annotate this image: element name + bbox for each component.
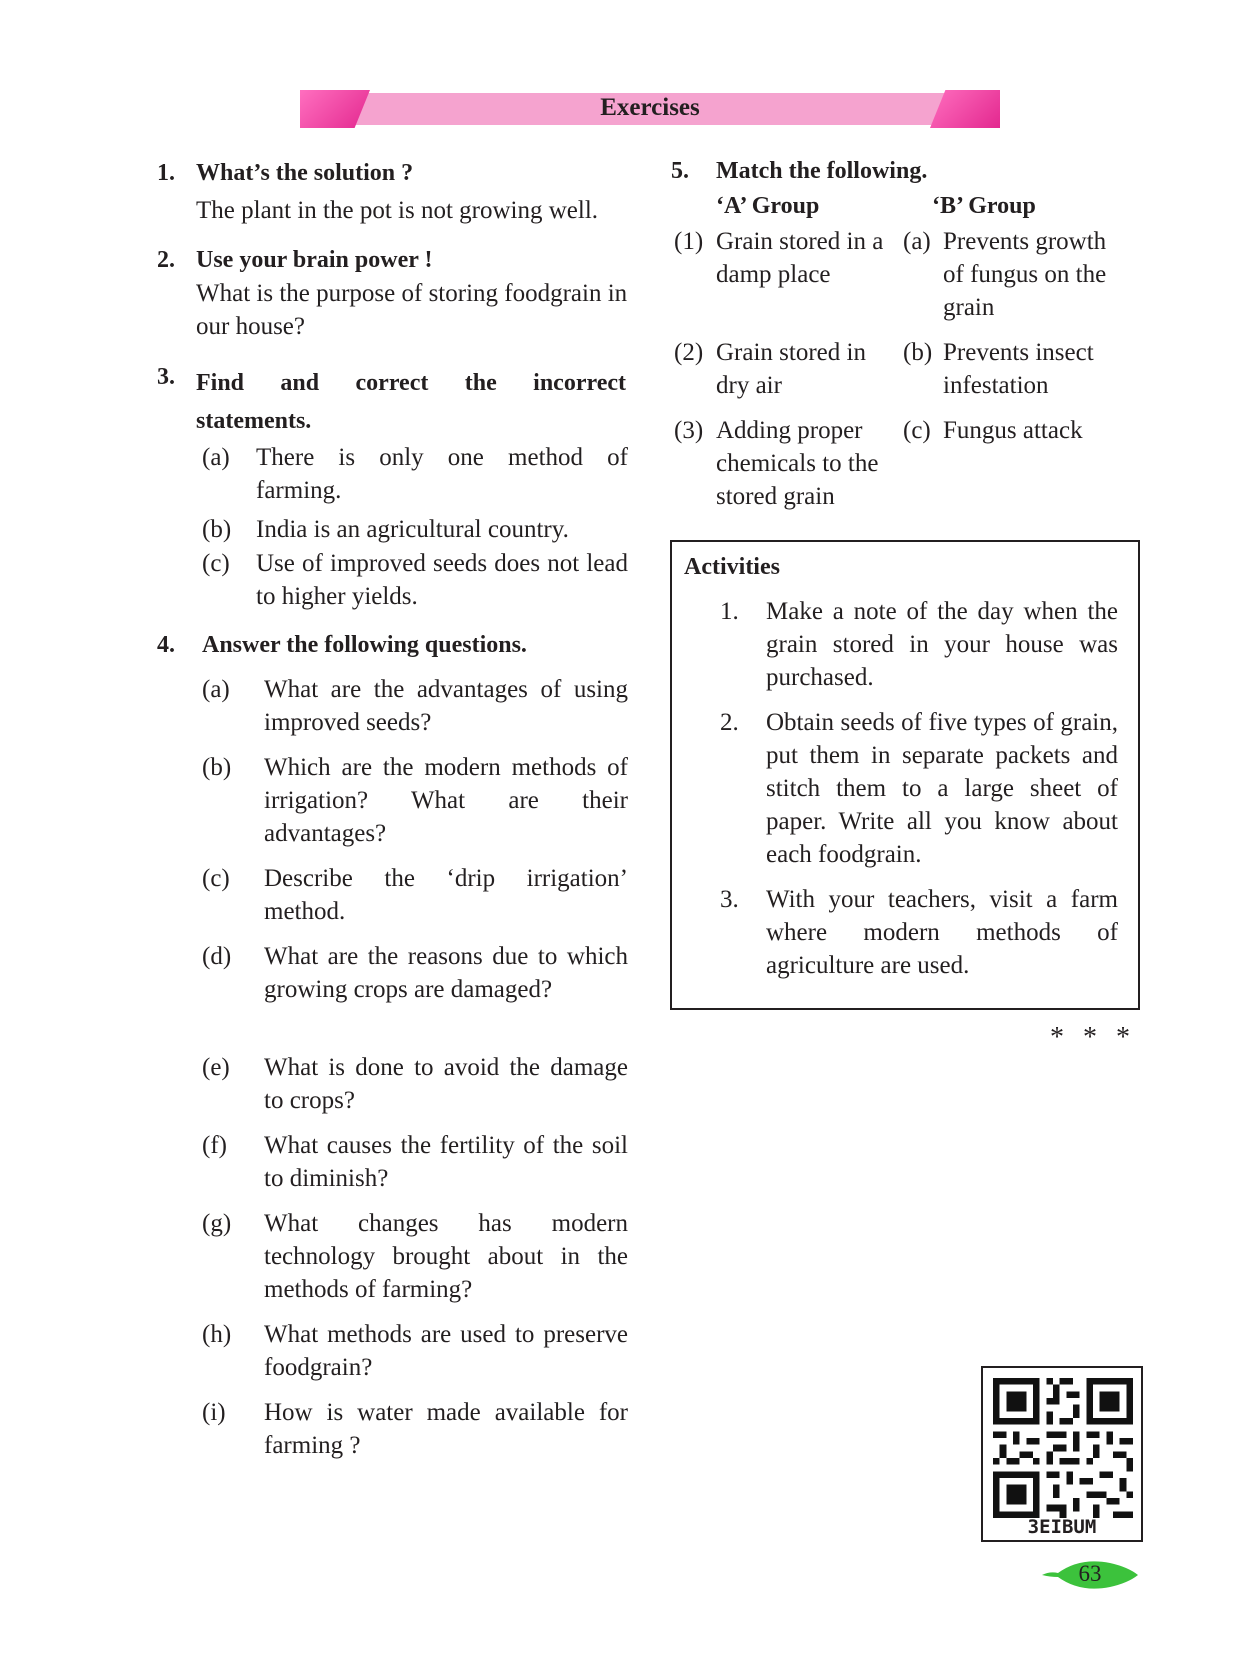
q1-text: The plant in the pot is not growing well. (196, 197, 599, 224)
list-item (202, 1129, 628, 1195)
list-item (202, 673, 628, 739)
item-label: (a) (202, 676, 230, 703)
item-label: (d) (202, 943, 232, 970)
item-text: Grain stored in dry air (716, 339, 866, 399)
end-mark: * * * (1050, 1022, 1136, 1053)
q1-heading: What’s the solution ? (196, 160, 414, 186)
item-label: (i) (202, 1399, 226, 1426)
q2-heading: Use your brain power ! (196, 247, 433, 273)
list-item (202, 513, 628, 546)
item-label: (b) (903, 339, 933, 366)
item-text: What are the advantages of using improved seeds? (264, 676, 628, 736)
item-text: What causes the fertility of the soil to diminish? (264, 1132, 628, 1192)
q5-heading: Match the following. (716, 158, 928, 184)
item-label: (b) (202, 754, 232, 781)
item-text: With your teachers, visit a farm where modern methods of agriculture are used. (766, 886, 1118, 979)
item-text: Adding proper chemicals to the stored grain (716, 417, 879, 510)
q3-heading: Find and correct the incorrect statements. (196, 370, 626, 434)
activity-item (720, 706, 1118, 871)
list-item (202, 862, 628, 928)
item-text: How is water made available for farming ? (264, 1399, 628, 1459)
column-a-heading: ‘A’ Group (716, 193, 820, 219)
activity-item (720, 595, 1118, 694)
qr-code-label: 3EIBUM (1027, 1516, 1097, 1538)
q2-number: 2. (157, 247, 175, 273)
match-b-item (903, 414, 1131, 447)
item-text: India is an agricultural country. (256, 516, 569, 543)
q4-number: 4. (157, 632, 175, 658)
q2-text: What is the purpose of storing foodgrain in our house? (196, 280, 628, 340)
q4-heading: Answer the following questions. (202, 632, 527, 658)
column-b-heading: ‘B’ Group (932, 193, 1036, 219)
activity-item (720, 883, 1118, 982)
item-label: (1) (674, 228, 704, 255)
item-label: (b) (202, 516, 232, 543)
list-item (202, 441, 628, 507)
item-label: 3. (720, 886, 739, 913)
activities-box (670, 540, 1140, 1010)
item-text: Fungus attack (943, 417, 1083, 444)
page-title: Exercises (600, 94, 700, 121)
item-text: Grain stored in a damp place (716, 228, 884, 288)
item-text: Prevents insect infestation (943, 339, 1094, 399)
match-a-item (674, 225, 899, 291)
q1-number: 1. (157, 160, 175, 186)
item-text: Which are the modern methods of irrigation? What are their advantages? (264, 754, 628, 847)
item-text: Obtain seeds of five types of grain, put them in separate packets and stitch them to a large sheet of paper. Write all you know about each foodgrain. (766, 709, 1118, 868)
item-label: (c) (202, 865, 230, 892)
item-text: There is only one method of farming. (256, 444, 628, 504)
item-text: What methods are used to preserve foodgrain? (264, 1321, 628, 1381)
item-text: Make a note of the day when the grain stored in your house was purchased. (766, 598, 1118, 691)
item-text: Prevents growth of fungus on the grain (943, 228, 1107, 321)
item-text: Describe the ‘drip irrigation’ method. (264, 865, 628, 925)
item-label: (a) (202, 444, 230, 471)
list-item (202, 1051, 628, 1117)
activities-title: Activities (684, 554, 780, 580)
match-a-item (674, 336, 899, 402)
item-label: (2) (674, 339, 704, 366)
item-label: (h) (202, 1321, 232, 1348)
match-b-item (903, 225, 1131, 324)
page-number: 63 (1078, 1561, 1102, 1586)
item-label: 1. (720, 598, 739, 625)
match-a-item (674, 414, 899, 513)
item-text: What are the reasons due to which growing crops are damaged? (264, 943, 628, 1003)
list-item (202, 1396, 628, 1462)
item-label: (g) (202, 1210, 232, 1237)
item-label: (3) (674, 417, 704, 444)
item-label: (e) (202, 1054, 230, 1081)
list-item (202, 1318, 628, 1384)
item-text: What changes has modern technology brought about in the methods of farming? (264, 1210, 628, 1303)
item-label: (c) (903, 417, 931, 444)
item-label: (f) (202, 1132, 227, 1159)
item-label: (c) (202, 550, 230, 577)
match-b-item (903, 336, 1131, 402)
q5-number: 5. (671, 158, 689, 184)
item-text: What is done to avoid the damage to crops? (264, 1054, 628, 1114)
exercises-banner (300, 90, 1000, 128)
qr-code-icon (993, 1378, 1133, 1518)
q3-number: 3. (157, 364, 175, 390)
item-text: Use of improved seeds does not lead to higher yields. (256, 550, 628, 610)
list-item (202, 1207, 628, 1306)
item-label: (a) (903, 228, 931, 255)
list-item (202, 940, 628, 1006)
list-item (202, 751, 628, 850)
item-label: 2. (720, 709, 739, 736)
list-item (202, 547, 628, 613)
qr-code-box[interactable] (981, 1366, 1143, 1542)
